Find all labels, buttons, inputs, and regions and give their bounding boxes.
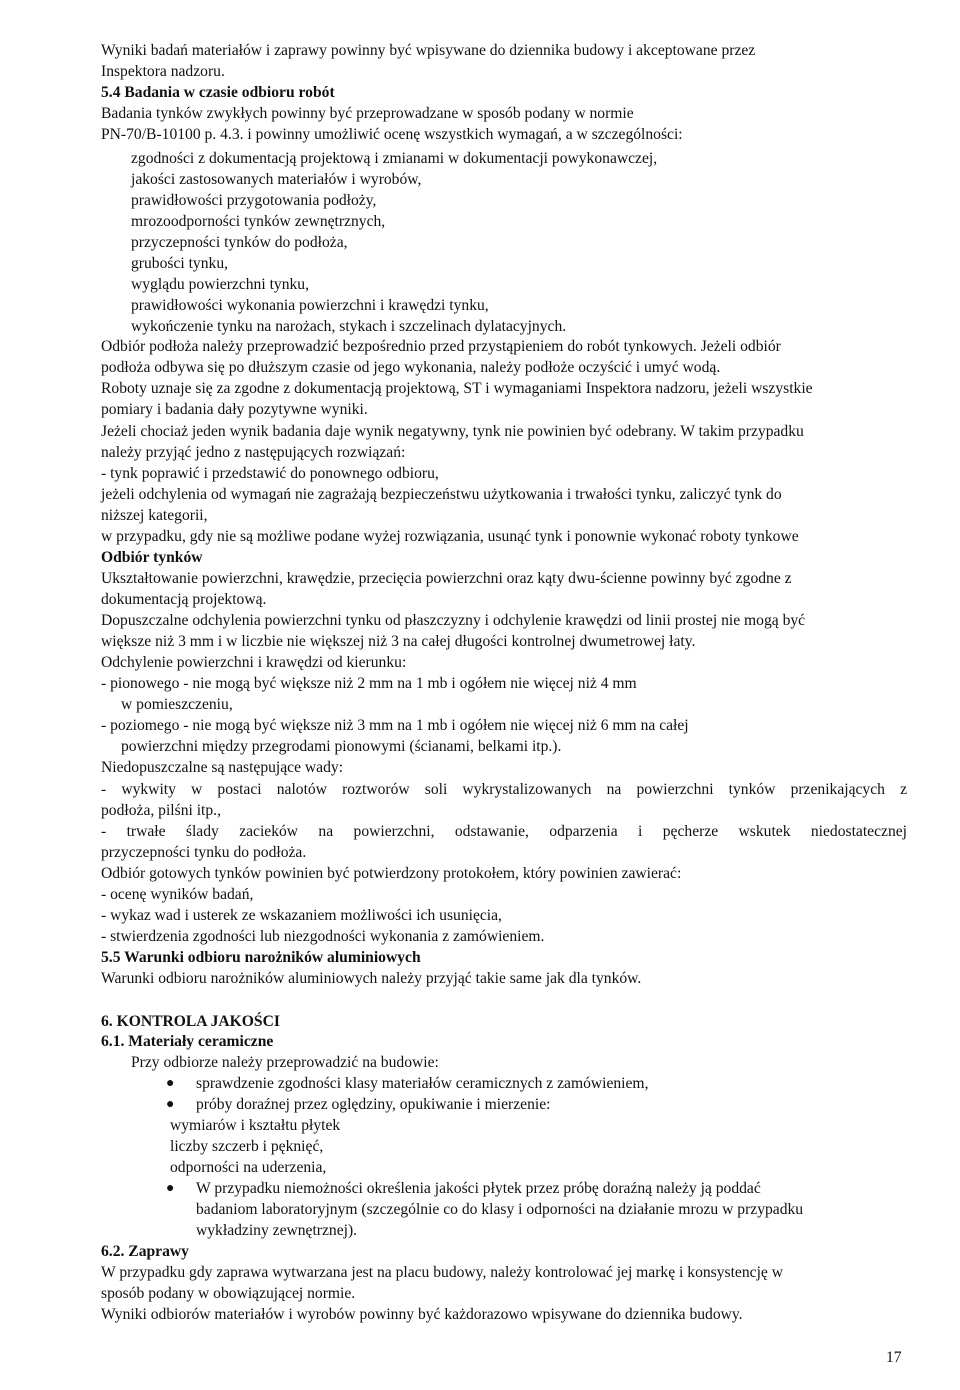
text-line: Inspektora nadzoru. [101, 63, 225, 80]
section-heading: 5.5 Warunki odbioru narożników aluminiowych [101, 949, 421, 966]
text-line: Roboty uznaje się za zgodne z dokumentacją projektową, ST i wymaganiami Inspektora nadzoru, jeżeli wszystkie [101, 380, 813, 397]
text-line: - wykwity w postaci nalotów roztworów soli wykrystalizowanych na powierzchni tynków przenikających z [101, 781, 907, 798]
list-item: wyglądu powierzchni tynku, [131, 276, 309, 293]
list-item: prawidłowości wykonania powierzchni i krawędzi tynku, [131, 297, 489, 314]
text-line: - stwierdzenia zgodności lub niezgodności wykonania z zamówieniem. [101, 928, 545, 945]
text-line: W przypadku gdy zaprawa wytwarzana jest na placu budowy, należy kontrolować jej markę i konsystencję w [101, 1264, 783, 1281]
text-line: niższej kategorii, [101, 507, 208, 524]
chapter-heading: 6. KONTROLA JAKOŚCI [101, 1013, 280, 1030]
text-line: należy przyjąć jedno z następujących rozwiązań: [101, 444, 406, 461]
text-line: Wyniki odbiorów materiałów i wyrobów powinny być każdorazowo wpisywane do dziennika budowy. [101, 1306, 743, 1323]
list-item: liczby szczerb i pęknięć, [170, 1138, 324, 1155]
list-item: przyczepności tynków do podłoża, [131, 234, 348, 251]
text-line: powierzchni między przegrodami pionowymi (ścianami, belkami itp.). [121, 738, 562, 755]
text-line: Badania tynków zwykłych powinny być przeprowadzane w sposób podany w normie [101, 105, 634, 122]
text-line: większe niż 3 mm i w liczbie nie większej niż 3 na całej długości kontrolnej dwumetrowej łaty. [101, 633, 696, 650]
text-line: Dopuszczalne odchylenia powierzchni tynku od płaszczyzny i odchylenie krawędzi od linii prostej nie mogą być [101, 612, 806, 629]
bullet-icon: ● [166, 1181, 175, 1196]
text-line: Wyniki badań materiałów i zaprawy powinny być wpisywane do dziennika budowy i akceptowane przez [101, 42, 756, 59]
page-number: 17 [886, 1349, 902, 1366]
text-line: - trwałe ślady zacieków na powierzchni, odstawanie, odparzenia i pęcherze wskutek niedostatecznej [101, 823, 907, 840]
text-line: jeżeli odchylenia od wymagań nie zagrażają bezpieczeństwu użytkowania i trwałości tynku, zaliczyć tynk do [101, 486, 782, 503]
list-item: zgodności z dokumentacją projektową i zmianami w dokumentacji powykonawczej, [131, 150, 658, 167]
text-line: dokumentacją projektową. [101, 591, 267, 608]
text-line: - wykaz wad i usterek ze wskazaniem możliwości ich usunięcia, [101, 907, 502, 924]
list-item: prawidłowości przygotowania podłoży, [131, 192, 377, 209]
list-item: odporności na uderzenia, [170, 1159, 327, 1176]
text-line: - pionowego - nie mogą być większe niż 2 mm na 1 mb i ogółem nie więcej niż 4 mm [101, 675, 637, 692]
text-line: Warunki odbioru narożników aluminiowych należy przyjąć takie same jak dla tynków. [101, 970, 642, 987]
bullet-item-continued: wykładziny zewnętrznej). [196, 1222, 358, 1239]
text-line: sposób podany w obowiązującej normie. [101, 1285, 356, 1302]
list-item: wymiarów i kształtu płytek [170, 1117, 341, 1134]
list-item: wykończenie tynku na narożach, stykach i szczelinach dylatacyjnych. [131, 318, 567, 335]
text-line: PN-70/B-10100 p. 4.3. i powinny umożliwić ocenę wszystkich wymagań, a w szczególności: [101, 126, 683, 143]
text-line: Ukształtowanie powierzchni, krawędzie, przecięcia powierzchni oraz kąty dwu-ścienne powinny być zgodne z [101, 570, 792, 587]
text-line: Jeżeli chociaż jeden wynik badania daje wynik negatywny, tynk nie powinien być odebrany. W takim przypadku [101, 423, 804, 440]
text-line: przyczepności tynku do podłoża. [101, 844, 307, 861]
text-line: Przy odbiorze należy przeprowadzić na budowie: [131, 1054, 439, 1071]
section-heading: 5.4 Badania w czasie odbioru robót [101, 84, 335, 101]
list-item: jakości zastosowanych materiałów i wyrobów, [131, 171, 422, 188]
text-line: Odchylenie powierzchni i krawędzi od kierunku: [101, 654, 407, 671]
bullet-item: W przypadku niemożności określenia jakości płytek przez próbę doraźną należy ją poddać [196, 1180, 761, 1197]
text-line: podłoża, pilśni itp., [101, 802, 221, 819]
list-item: grubości tynku, [131, 255, 229, 272]
text-line: Niedopuszczalne są następujące wady: [101, 759, 344, 776]
text-line: - tynk poprawić i przedstawić do ponownego odbioru, [101, 465, 439, 482]
section-heading: 6.1. Materiały ceramiczne [101, 1033, 274, 1050]
subsection-heading: Odbiór tynków [101, 549, 203, 566]
bullet-icon: ● [166, 1076, 175, 1091]
bullet-item: próby doraźnej przez oględziny, opukiwanie i mierzenie: [196, 1096, 551, 1113]
text-line: - poziomego - nie mogą być większe niż 3 mm na 1 mb i ogółem nie więcej niż 6 mm na całej [101, 717, 689, 734]
text-line: Odbiór podłoża należy przeprowadzić bezpośrednio przed przystąpieniem do robót tynkowych. Jeżeli odbiór [101, 338, 781, 355]
list-item: mrozoodporności tynków zewnętrznych, [131, 213, 386, 230]
section-heading: 6.2. Zaprawy [101, 1243, 189, 1260]
text-line: w przypadku, gdy nie są możliwe podane wyżej rozwiązania, usunąć tynk i ponownie wykonać roboty tynkowe [101, 528, 799, 545]
bullet-item-continued: badaniom laboratoryjnym (szczególnie co do klasy i odporności na działanie mrozu w przypadku [196, 1201, 804, 1218]
bullet-item: sprawdzenie zgodności klasy materiałów ceramicznych z zamówieniem, [196, 1075, 649, 1092]
bullet-icon: ● [166, 1097, 175, 1112]
text-line: w pomieszczeniu, [121, 696, 233, 713]
text-line: Odbiór gotowych tynków powinien być potwierdzony protokołem, który powinien zawierać: [101, 865, 682, 882]
text-line: podłoża odbywa się po dłuższym czasie od jego wykonania, należy podłoże oczyścić i umyć wodą. [101, 359, 721, 376]
text-line: pomiary i badania dały pozytywne wyniki. [101, 401, 368, 418]
text-line: - ocenę wyników badań, [101, 886, 254, 903]
